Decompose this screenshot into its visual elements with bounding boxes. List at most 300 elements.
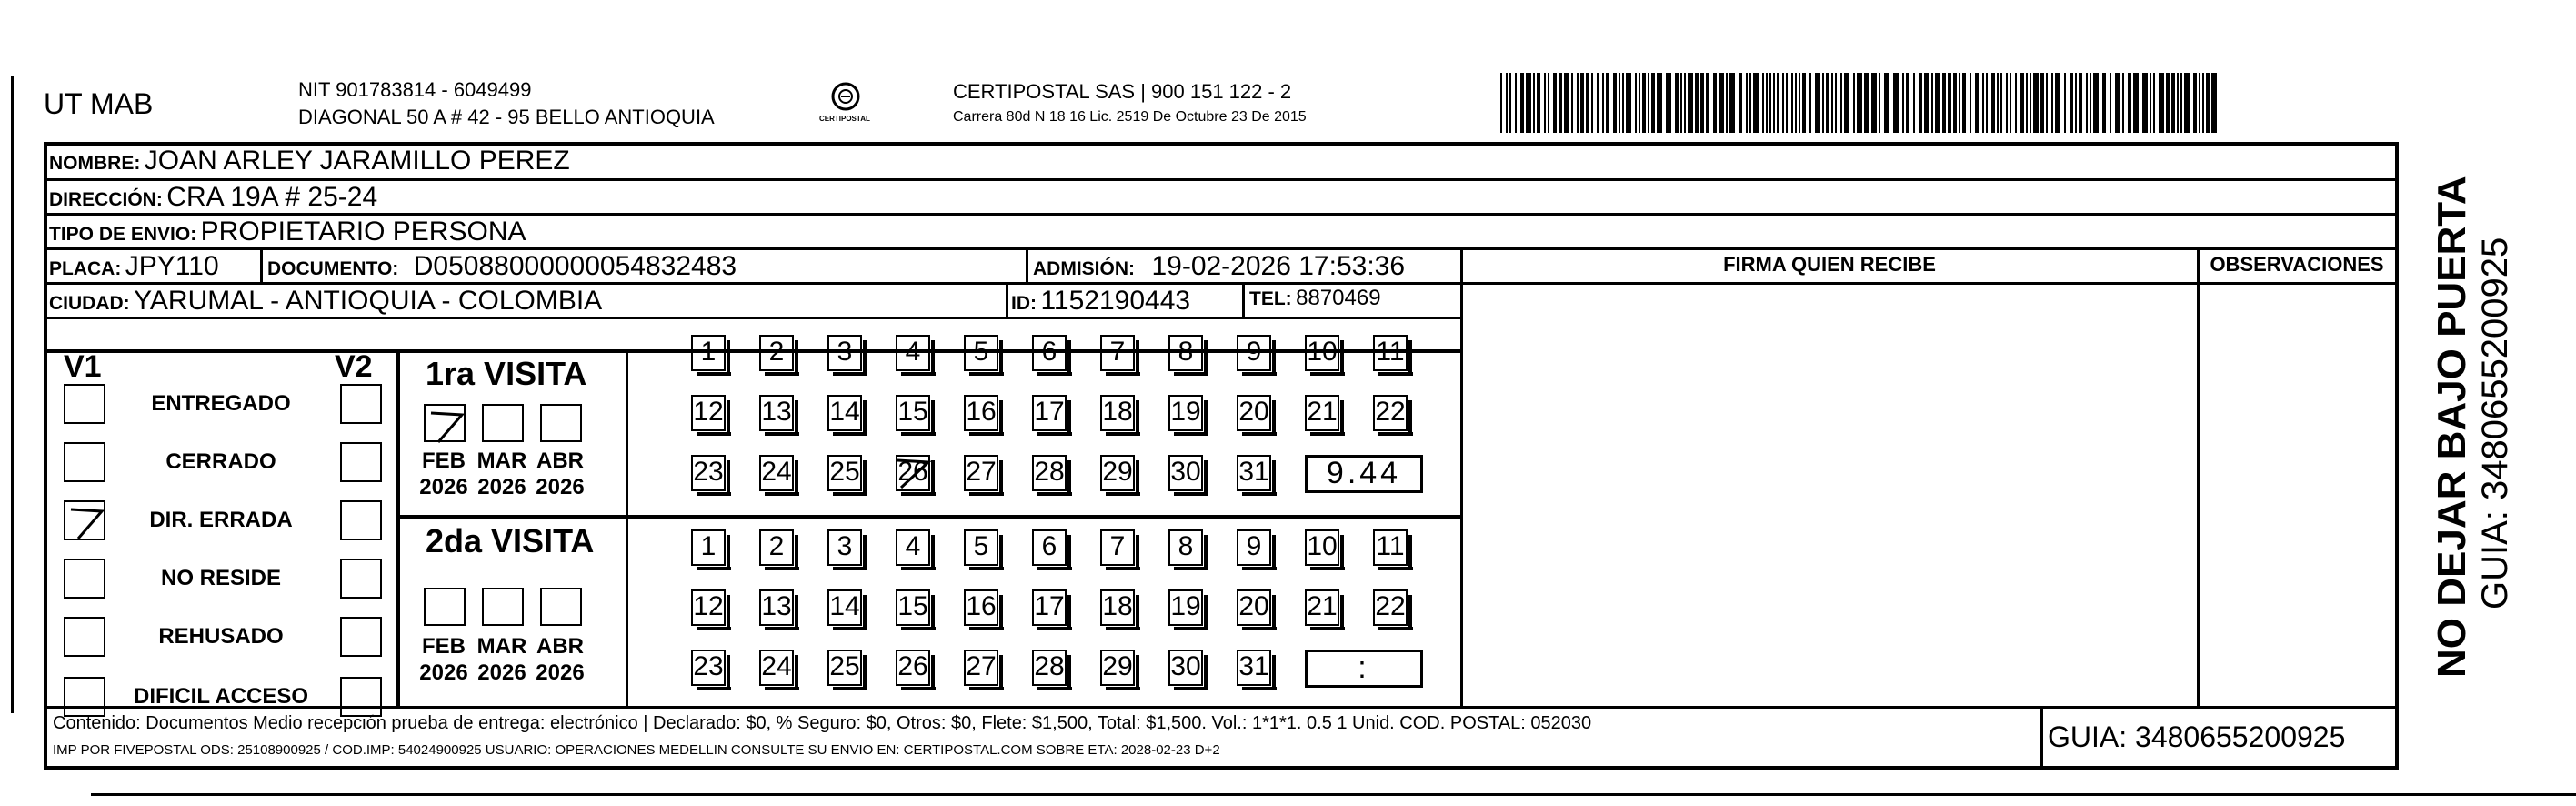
day-box-25[interactable] — [827, 455, 862, 491]
barcode-bar — [1970, 73, 1971, 133]
barcode-bar — [1835, 73, 1837, 133]
barcode-bar — [2102, 73, 2106, 133]
barcode-bar — [1739, 73, 1742, 133]
day-number: 7 — [1109, 531, 1126, 561]
barcode-bar — [1509, 73, 1511, 133]
barcode-bar — [1706, 73, 1709, 133]
day-box-5[interactable] — [964, 335, 998, 371]
status-label: DIFICIL ACCESO — [133, 684, 308, 709]
placa-label: PLACA: — [49, 258, 122, 279]
barcode-bar — [1619, 73, 1620, 133]
side-guia: GUIA: 3480655200925 — [2475, 237, 2515, 610]
barcode-bar — [1815, 73, 1820, 133]
v1-checkbox[interactable] — [64, 442, 105, 482]
month-label-feb — [416, 448, 471, 500]
day-box-2[interactable] — [759, 529, 794, 566]
time-box[interactable] — [1305, 455, 1423, 493]
barcode-bar — [1802, 73, 1806, 133]
day-number: 14 — [829, 591, 860, 621]
v1-checkbox[interactable] — [64, 617, 105, 657]
day-number: 27 — [966, 457, 997, 487]
barcode-bar — [1675, 73, 1679, 133]
barcode-bar — [1991, 73, 1995, 133]
barcode-bar — [1606, 73, 1609, 133]
day-box-2[interactable] — [759, 335, 794, 371]
day-box-15[interactable] — [896, 395, 930, 431]
status-label: REHUSADO — [158, 624, 284, 649]
day-number: 28 — [1034, 651, 1065, 681]
id-field — [1011, 286, 1190, 317]
day-box-29[interactable] — [1100, 650, 1135, 686]
day-box-12[interactable] — [691, 589, 726, 626]
day-number: 19 — [1170, 591, 1201, 621]
barcode-bar — [2090, 73, 2091, 133]
day-number: 21 — [1307, 591, 1338, 621]
barcode-bar — [1997, 73, 1999, 133]
month-name: MAR — [476, 634, 527, 659]
barcode-bar — [1857, 73, 1862, 133]
day-box-8[interactable] — [1168, 529, 1203, 566]
status-label: DIR. ERRADA — [149, 508, 293, 532]
month-label-abr — [533, 448, 587, 500]
day-number: 8 — [1178, 531, 1194, 561]
barcode-bar — [2166, 73, 2170, 133]
observaciones-header: OBSERVACIONES — [2210, 253, 2384, 276]
month-name: FEB — [422, 634, 466, 659]
month-year: 2026 — [419, 475, 468, 499]
day-number: 3 — [837, 531, 853, 561]
day-number: 6 — [1041, 337, 1057, 367]
barcode-bar — [1935, 73, 1940, 133]
day-box-18[interactable] — [1100, 395, 1135, 431]
barcode-bar — [2193, 73, 2197, 133]
day-number: 5 — [973, 531, 989, 561]
barcode-bar — [1826, 73, 1829, 133]
v2-header: V2 — [335, 349, 373, 384]
day-number: 9 — [1246, 337, 1262, 367]
tipo-envio-value: PROPIETARIO PERSONA — [200, 217, 526, 247]
barcode-bar — [2030, 73, 2031, 133]
barcode-bar — [1809, 73, 1811, 133]
day-number: 30 — [1170, 651, 1201, 681]
nombre-value: JOAN ARLEY JARAMILLO PEREZ — [144, 146, 570, 176]
barcode-bar — [1506, 73, 1508, 133]
day-number: 2 — [768, 337, 785, 367]
barcode-bar — [2171, 73, 2175, 133]
barcode-bar — [1684, 73, 1686, 133]
ciudad-field — [49, 286, 602, 317]
day-box-31[interactable] — [1237, 650, 1271, 686]
day-number: 26 — [897, 651, 928, 681]
day-number: 14 — [829, 397, 860, 427]
barcode-bar — [1622, 73, 1624, 133]
barcode-bar — [1864, 73, 1869, 133]
ciudad-value: YARUMAL - ANTIOQUIA - COLOMBIA — [134, 286, 603, 316]
day-number: 6 — [1041, 531, 1057, 561]
day-box-19[interactable] — [1168, 589, 1203, 626]
barcode-bar — [2086, 73, 2088, 133]
footer-imp: IMP POR FIVEPOSTAL ODS: 25108900925 / COD.IMP: 54024900925 USUARIO: OPERACIONES MEDELLIN CONSULTE SU ENVIO EN: CERTIPOSTAL.COM SOBRE ETA: 2028-02-23 D+2 — [53, 742, 1220, 758]
barcode-bar — [1526, 73, 1531, 133]
barcode-bar — [2133, 73, 2139, 133]
carrier-name: CERTIPOSTAL SAS | 900 151 122 - 2 — [953, 80, 1292, 103]
tel-label: TEL: — [1249, 288, 1292, 309]
admision-field — [1033, 251, 1405, 282]
barcode-bar — [1919, 73, 1922, 133]
day-number: 23 — [693, 457, 724, 487]
day-number: 24 — [761, 651, 792, 681]
barcode-bar — [2177, 73, 2179, 133]
day-box-30[interactable] — [1168, 455, 1203, 491]
day-box-23[interactable] — [691, 455, 726, 491]
barcode-bar — [2075, 73, 2077, 133]
day-box-17[interactable] — [1032, 395, 1067, 431]
day-number: 21 — [1307, 397, 1338, 427]
barcode-bar — [1500, 73, 1502, 133]
day-number: 4 — [905, 531, 921, 561]
v2-checkbox[interactable] — [340, 500, 382, 540]
day-number: 5 — [973, 337, 989, 367]
barcode-bar — [2000, 73, 2002, 133]
barcode-bar — [1986, 73, 1988, 133]
barcode-bar — [1913, 73, 1915, 133]
barcode-bar — [2184, 73, 2190, 133]
day-box-15[interactable] — [896, 589, 930, 626]
day-box-9[interactable] — [1237, 335, 1271, 371]
day-box-27[interactable] — [964, 650, 998, 686]
barcode-bar — [2055, 73, 2060, 133]
barcode-bar — [1515, 73, 1517, 133]
day-number: 29 — [1102, 651, 1133, 681]
v1-header: V1 — [64, 349, 102, 384]
day-number: 13 — [761, 591, 792, 621]
barcode-bar — [1753, 73, 1759, 133]
day-number: 1 — [700, 337, 717, 367]
day-box-28[interactable] — [1032, 650, 1067, 686]
id-label: ID: — [1011, 293, 1037, 314]
day-box-24[interactable] — [759, 650, 794, 686]
day-number: 22 — [1375, 397, 1406, 427]
v1-checkbox[interactable] — [64, 677, 105, 717]
v2-checkbox[interactable] — [340, 384, 382, 424]
day-number: 27 — [966, 651, 997, 681]
direccion-value: CRA 19A # 25-24 — [166, 182, 378, 212]
nombre-label: NOMBRE: — [49, 153, 141, 174]
barcode-bar — [1657, 73, 1662, 133]
day-box-26[interactable] — [896, 455, 930, 491]
day-number: 11 — [1376, 337, 1405, 367]
month-checkbox-feb[interactable] — [424, 588, 466, 626]
day-box-4[interactable] — [896, 335, 930, 371]
barcode-bar — [2180, 73, 2182, 133]
day-box-13[interactable] — [759, 395, 794, 431]
day-number: 31 — [1238, 651, 1269, 681]
company-nit: NIT 901783814 - 6049499 — [298, 78, 532, 101]
barcode-bar — [1959, 73, 1960, 133]
day-box-16[interactable] — [964, 395, 998, 431]
shipping-form — [44, 142, 2401, 770]
direccion-label: DIRECCIÓN: — [49, 189, 163, 210]
day-box-16[interactable] — [964, 589, 998, 626]
tel-field — [1249, 286, 1381, 311]
day-number: 9 — [1246, 531, 1262, 561]
day-box-21[interactable] — [1305, 589, 1339, 626]
month-year: 2026 — [477, 475, 526, 499]
barcode-bar — [1695, 73, 1699, 133]
day-box-12[interactable] — [691, 395, 726, 431]
day-number: 16 — [966, 397, 997, 427]
barcode-bar — [1791, 73, 1793, 133]
barcode-bar — [1591, 73, 1593, 133]
day-box-13[interactable] — [759, 589, 794, 626]
month-checkbox-mar[interactable] — [482, 588, 524, 626]
id-value: 1152190443 — [1040, 286, 1191, 316]
barcode-bar — [2199, 73, 2200, 133]
barcode-bar — [1626, 73, 1631, 133]
barcode-bar — [1975, 73, 1979, 133]
status-label: CERRADO — [165, 449, 276, 474]
day-box-1[interactable] — [691, 529, 726, 566]
day-box-9[interactable] — [1237, 529, 1271, 566]
day-box-23[interactable] — [691, 650, 726, 686]
barcode-bar — [2020, 73, 2024, 133]
barcode-bar — [1884, 73, 1889, 133]
day-box-7[interactable] — [1100, 529, 1135, 566]
admision-value: 19-02-2026 17:53:36 — [1151, 251, 1406, 281]
company-address: DIAGONAL 50 A # 42 - 95 BELLO ANTIOQUIA — [298, 106, 715, 128]
day-box-14[interactable] — [827, 395, 862, 431]
barcode-bar — [1749, 73, 1751, 133]
barcode-bar — [2015, 73, 2017, 133]
time-box[interactable] — [1305, 650, 1423, 688]
day-number: 25 — [829, 651, 860, 681]
barcode-bar — [1902, 73, 1904, 133]
tipo-envio-field — [49, 217, 526, 247]
day-box-22[interactable] — [1373, 395, 1408, 431]
v2-checkbox[interactable] — [340, 617, 382, 657]
barcode-bar — [1580, 73, 1584, 133]
day-number: 2 — [768, 531, 785, 561]
day-box-17[interactable] — [1032, 589, 1067, 626]
day-number: 23 — [693, 651, 724, 681]
day-number: 17 — [1034, 397, 1065, 427]
day-number: 28 — [1034, 457, 1065, 487]
barcode-bar — [1564, 73, 1569, 133]
barcode-bar — [1982, 73, 1984, 133]
month-checkbox-abr[interactable] — [540, 588, 582, 626]
day-number: 3 — [837, 337, 853, 367]
barcode-bar — [1666, 73, 1671, 133]
barcode-bar — [1533, 73, 1535, 133]
status-label: ENTREGADO — [151, 391, 291, 416]
day-box-3[interactable] — [827, 529, 862, 566]
v1-checkbox[interactable] — [64, 559, 105, 599]
barcode-bar — [2142, 73, 2148, 133]
day-number: 7 — [1109, 337, 1126, 367]
barcode-bar — [1906, 73, 1909, 133]
barcode-bar — [1537, 73, 1540, 133]
barcode-bar — [1948, 73, 1951, 133]
month-year: 2026 — [419, 660, 468, 685]
day-number: 17 — [1034, 591, 1065, 621]
documento-label: DOCUMENTO: — [267, 258, 399, 279]
day-box-19[interactable] — [1168, 395, 1203, 431]
day-box-4[interactable] — [896, 529, 930, 566]
time-value: : — [1358, 650, 1370, 685]
barcode-bar — [1713, 73, 1717, 133]
day-box-18[interactable] — [1100, 589, 1135, 626]
day-box-8[interactable] — [1168, 335, 1203, 371]
barcode-bar — [1688, 73, 1693, 133]
day-number: 13 — [761, 397, 792, 427]
tipo-envio-label: TIPO DE ENVIO: — [49, 224, 197, 245]
day-box-30[interactable] — [1168, 650, 1203, 686]
certipostal-logo — [814, 78, 877, 133]
side-warning: NO DEJAR BAJO PUERTA — [2430, 176, 2474, 678]
day-number: 22 — [1375, 591, 1406, 621]
day-box-11[interactable] — [1373, 335, 1408, 371]
day-number: 18 — [1102, 397, 1133, 427]
day-box-7[interactable] — [1100, 335, 1135, 371]
logo-text: CERTIPOSTAL — [819, 115, 870, 123]
day-box-6[interactable] — [1032, 529, 1067, 566]
day-number: 4 — [905, 337, 921, 367]
barcode-bar — [1777, 73, 1779, 133]
day-number: 18 — [1102, 591, 1133, 621]
time-value: 9.44 — [1326, 456, 1402, 490]
day-number: 20 — [1238, 591, 1269, 621]
v2-checkbox[interactable] — [340, 442, 382, 482]
day-number: 8 — [1178, 337, 1194, 367]
day-number: 30 — [1170, 457, 1201, 487]
barcode-bar — [1520, 73, 1524, 133]
day-number: 11 — [1376, 531, 1405, 561]
barcode-bar — [2010, 73, 2011, 133]
v1-checkbox[interactable] — [64, 384, 105, 424]
day-box-22[interactable] — [1373, 589, 1408, 626]
barcode-bar — [1639, 73, 1640, 133]
barcode-bar — [1642, 73, 1646, 133]
barcode-bar — [1746, 73, 1748, 133]
barcode-bar — [1786, 73, 1788, 133]
documento-value: D05088000000054832483 — [413, 251, 737, 281]
day-number: 10 — [1307, 337, 1338, 367]
barcode-bar — [2026, 73, 2028, 133]
day-number: 1 — [700, 531, 717, 561]
company-name: UT MAB — [44, 87, 154, 120]
day-box-11[interactable] — [1373, 529, 1408, 566]
v2-checkbox[interactable] — [340, 559, 382, 599]
carrier-license: Carrera 80d N 18 16 Lic. 2519 De Octubre 23 De 2015 — [953, 109, 1307, 125]
tel-value: 8870469 — [1296, 286, 1381, 310]
month-label-mar — [475, 633, 529, 686]
day-box-29[interactable] — [1100, 455, 1135, 491]
barcode-bar — [2046, 73, 2048, 133]
day-box-26[interactable] — [896, 650, 930, 686]
barcode-bar — [2040, 73, 2044, 133]
day-number: 29 — [1102, 457, 1133, 487]
barcode-bar — [1719, 73, 1724, 133]
barcode-bar — [1762, 73, 1764, 133]
day-box-20[interactable] — [1237, 589, 1271, 626]
barcode-bar — [2115, 73, 2120, 133]
month-checkbox-feb[interactable] — [424, 404, 466, 442]
direccion-field — [49, 182, 377, 213]
barcode-bar — [1729, 73, 1735, 133]
barcode-bar — [1648, 73, 1649, 133]
placa-field — [49, 251, 219, 282]
day-number: 25 — [829, 457, 860, 487]
barcode-bar — [1924, 73, 1929, 133]
day-number: 26 — [897, 457, 928, 487]
barcode-bar — [2033, 73, 2039, 133]
bottom-edge-line — [91, 793, 2576, 796]
day-number: 12 — [693, 591, 724, 621]
month-name: ABR — [536, 634, 584, 659]
barcode-bar — [2051, 73, 2053, 133]
v1-checkbox[interactable] — [64, 500, 105, 540]
left-edge-mark — [11, 76, 14, 713]
day-box-1[interactable] — [691, 335, 726, 371]
barcode-bar — [1844, 73, 1849, 133]
month-label-feb — [416, 633, 471, 686]
day-box-25[interactable] — [827, 650, 862, 686]
day-number: 31 — [1238, 457, 1269, 487]
barcode-bar — [1548, 73, 1549, 133]
day-box-3[interactable] — [827, 335, 862, 371]
day-number: 12 — [693, 397, 724, 427]
day-box-20[interactable] — [1237, 395, 1271, 431]
barcode-bar — [1544, 73, 1546, 133]
barcode-bar — [1773, 73, 1775, 133]
barcode-bar — [2070, 73, 2073, 133]
barcode-bar — [1726, 73, 1728, 133]
day-box-14[interactable] — [827, 589, 862, 626]
month-checkbox-mar[interactable] — [482, 404, 524, 442]
firma-header: FIRMA QUIEN RECIBE — [1723, 253, 1936, 276]
barcode — [1500, 73, 2228, 135]
barcode-bar — [1840, 73, 1842, 133]
day-box-31[interactable] — [1237, 455, 1271, 491]
barcode-bar — [1769, 73, 1771, 133]
barcode-bar — [2064, 73, 2066, 133]
day-box-5[interactable] — [964, 529, 998, 566]
barcode-bar — [1602, 73, 1604, 133]
day-box-6[interactable] — [1032, 335, 1067, 371]
day-box-10[interactable] — [1305, 529, 1339, 566]
day-box-21[interactable] — [1305, 395, 1339, 431]
barcode-bar — [1597, 73, 1599, 133]
barcode-bar — [1553, 73, 1557, 133]
nombre-field — [49, 146, 570, 176]
barcode-bar — [1651, 73, 1655, 133]
day-number: 24 — [761, 457, 792, 487]
barcode-bar — [2202, 73, 2204, 133]
month-checkbox-abr[interactable] — [540, 404, 582, 442]
barcode-bar — [1635, 73, 1637, 133]
footer-contenido: Contenido: Documentos Medio recepción prueba de entrega: electrónico | Declarado: $0, % Seguro: $0, Otros: $0, Flete: $1,500, Total: $1,500. Vol.: 1*1*1. 0.5 1 Unid. COD. POSTAL: 052030 — [53, 713, 1592, 733]
day-box-27[interactable] — [964, 455, 998, 491]
day-number: 16 — [966, 591, 997, 621]
day-box-28[interactable] — [1032, 455, 1067, 491]
day-box-10[interactable] — [1305, 335, 1339, 371]
month-year: 2026 — [536, 475, 585, 499]
v2-checkbox[interactable] — [340, 677, 382, 717]
barcode-bar — [1571, 73, 1573, 133]
day-box-24[interactable] — [759, 455, 794, 491]
barcode-bar — [1879, 73, 1880, 133]
barcode-bar — [1680, 73, 1682, 133]
